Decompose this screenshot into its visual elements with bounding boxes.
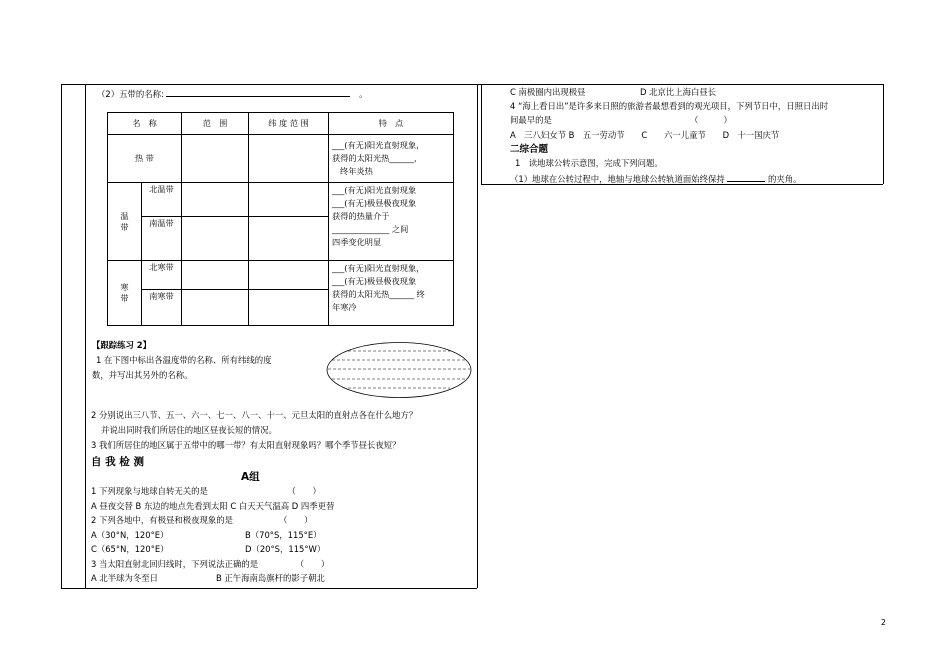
right-option-c: C 南极圈内出现极昼	[510, 87, 586, 97]
cell-south-frigid-range[interactable]	[182, 290, 249, 326]
practice-q2-line1: 2 分别说出三八节、五一、六一、七一、八一、十一、元旦太阳的直射点各在什么地方？	[91, 410, 418, 420]
a-q3-option-b: B 正午海南岛旗杆的影子朝北	[216, 573, 325, 583]
group-a-title: A组	[241, 471, 260, 483]
top-rule	[61, 84, 883, 85]
a-q1-options: A 昼夜交替 B 东边的地点先看到太阳 C 白天天气温高 D 四季更替	[91, 501, 335, 511]
cell-south-temperate-range[interactable]	[182, 216, 249, 260]
cell-tropical-range[interactable]	[182, 135, 249, 183]
zone-temperate: 温 带	[108, 183, 142, 261]
table-header-row	[108, 113, 454, 135]
a-q2-option-a: A（30°N，120°E）	[91, 530, 169, 540]
s2-q1-1	[510, 172, 802, 185]
s2-q1: 1 读地球公转示意图，完成下列问题。	[515, 158, 663, 168]
a-q2-option-b: B（70°S，115°E）	[245, 530, 322, 540]
a-q2-option-c: C（65°N，120°E）	[91, 544, 169, 554]
table-row-north-frigid	[108, 260, 454, 289]
cell-south-frigid-latitude[interactable]	[249, 290, 329, 326]
cell-north-temperate-range[interactable]	[182, 183, 249, 217]
zone-tropical: 热 带	[108, 135, 182, 183]
frame-left-outer	[61, 84, 62, 588]
q2-line	[97, 87, 368, 100]
zone-south-temperate: 南温带	[142, 216, 182, 260]
a-q2-option-d: D（20°S，115°W）	[245, 544, 326, 554]
q2-suffix: 。	[359, 89, 368, 99]
frame-right	[883, 84, 884, 184]
practice-q1-line2: 数，并写出其另外的名称。	[92, 370, 193, 380]
s2-q1-1-blank[interactable]	[727, 172, 765, 182]
cell-temperate-features: ___(有无)阳光直射现象 ___(有无)极昼极夜现象 获得的热量介于 ______________ 之间 四季变化明显	[329, 183, 454, 261]
s2-q1-1-suffix: 的夹角。	[768, 174, 802, 184]
cell-north-frigid-latitude[interactable]	[249, 260, 329, 289]
practice-title: 【跟踪练习 2】	[92, 340, 151, 350]
cell-tropical-features: ___(有无)阳光直射现象， 获得的太阳光热______， 终年炎热	[329, 135, 454, 183]
page-number: 2	[880, 618, 886, 627]
five-zones-table	[107, 112, 454, 326]
cell-tropical-latitude[interactable]	[249, 135, 329, 183]
cell-north-frigid-range[interactable]	[182, 260, 249, 289]
practice-q2-line2: 并说出同时我们所居住的地区昼夜长短的情况。	[101, 425, 277, 435]
header-name: 名 称	[108, 113, 182, 135]
frame-left-inner	[85, 84, 86, 588]
zone-north-frigid: 北寒带	[142, 260, 182, 289]
self-check-title: 自 我 检 测	[91, 456, 144, 468]
table-row-tropical	[108, 135, 454, 183]
s2-q1-1-prefix: （1）地球在公转过程中，地轴与地球公转轨道面始终保持	[510, 174, 725, 184]
a-q3: 3 当太阳直射北回归线时，下列说法正确的是 （ ）	[91, 559, 330, 569]
header-features: 特 点	[329, 113, 454, 135]
practice-q1-line1: 1 在下图中标出各温度带的名称、所有纬线的度	[96, 355, 272, 365]
a-q3-option-a: A 北半球为冬至日	[91, 573, 159, 583]
right-q4-line2: 间最早的是 （ ）	[510, 115, 732, 125]
right-q4-options: A 三八妇女节 B 五一劳动节 C 六一儿童节 D 十一国庆节	[510, 130, 780, 140]
zone-south-frigid: 南寒带	[142, 290, 182, 326]
q2-prefix: （2）五带的名称:	[97, 89, 164, 99]
table-row-north-temperate	[108, 183, 454, 217]
frame-mid-right	[481, 84, 482, 184]
header-range: 范 围	[182, 113, 249, 135]
zone-frigid: 寒 带	[108, 260, 142, 325]
right-option-d: D 北京比上海白昼长	[640, 87, 717, 97]
left-column-bottom-rule	[61, 588, 477, 589]
a-q1: 1 下列现象与地球自转无关的是 （ ）	[91, 486, 321, 496]
cell-frigid-features: ___(有无)阳光直射现象， ___(有无)极昼极夜现象 获得的太阳光热______ 终 年寒冷	[329, 260, 454, 325]
frame-mid-left	[477, 84, 478, 588]
practice-q3: 3 我们所居住的地区属于五带中的哪一带？有太阳直射现象吗？哪个季节昼长夜短？	[91, 440, 401, 450]
a-q2: 2 下列各地中，有极昼和极夜现象的是 （ ）	[91, 515, 313, 525]
header-latitude-range: 纬 度 范 围	[249, 113, 329, 135]
right-q4-line1: 4 “海上看日出”是许多来日照的旅游者最想看到的观光项目，下列节日中，日照日出时	[510, 101, 829, 111]
cell-north-temperate-latitude[interactable]	[249, 183, 329, 217]
zone-north-temperate: 北温带	[142, 183, 182, 217]
q2-answer-blank[interactable]	[166, 87, 350, 97]
cell-south-temperate-latitude[interactable]	[249, 216, 329, 260]
globe-diagram	[326, 341, 472, 399]
section2-title: 二综合题	[510, 144, 549, 155]
